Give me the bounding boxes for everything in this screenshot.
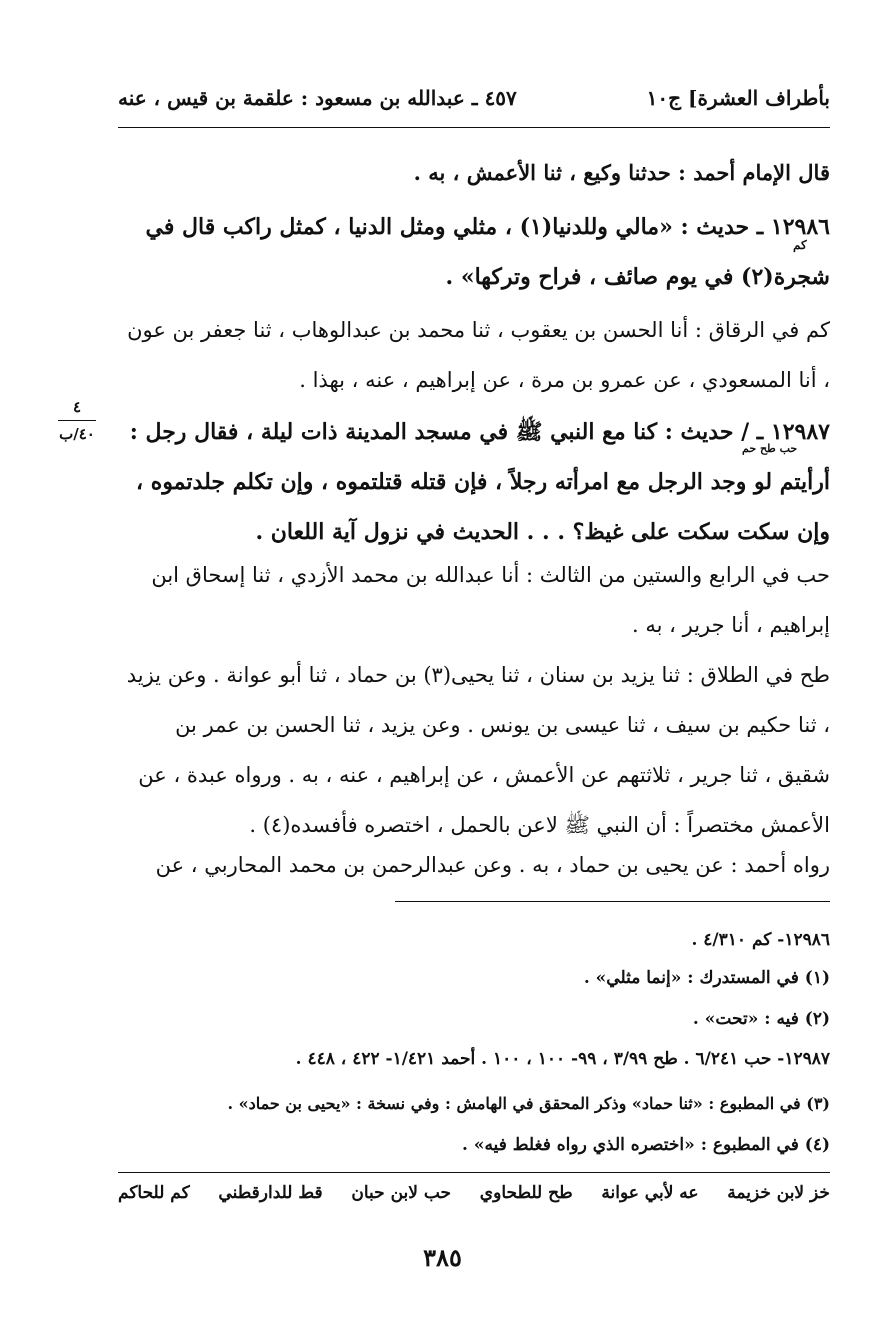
footnote-separator (395, 901, 830, 902)
running-header (118, 78, 830, 122)
legend-rule (118, 1172, 830, 1173)
paragraph-ahmad-continuation: رواه أحمد : عن يحيى بن حماد ، به . وعن عبدالرحمن بن محمد المحاربي ، عن (155, 853, 830, 877)
footnote-1: (١) في المستدرك : «إنما مثلي» . (583, 968, 830, 988)
legend-item-hab: حب لابن حبان (351, 1183, 452, 1203)
footnote-3: (٣) في المطبوع : «ثنا حماد» وذكر المحقق في الهامش : وفي نسخة : «يحيى بن حماد» . (227, 1094, 830, 1113)
source-mark-kam: كم (793, 238, 807, 252)
legend-item-qat: قط للدارقطني (218, 1183, 323, 1203)
header-book-title: بأطراف العشرة] ج١٠ (646, 86, 830, 110)
paragraph-hab-chain: حب في الرابع والستين من الثالث : أنا عبدالله بن محمد الأزدي ، ثنا إسحاق ابن إبراهيم ، أنا جرير ، به . (151, 563, 830, 637)
header-chapter-title: ٤٥٧ ـ عبدالله بن مسعود : علقمة بن قيس ، عنه (118, 86, 517, 110)
legend-item-kam: كم للحاكم (118, 1183, 190, 1203)
paragraph-kam-chain: كم في الرقاق : أنا الحسن بن يعقوب ، ثنا محمد بن عبدالوهاب ، ثنا جعفر بن عون ، أنا المسعودي ، عن عمرو بن مرة ، عن إبراهيم ، عنه ، بهذا . (127, 318, 830, 392)
legend-item-ah: عه لأبي عوانة (601, 1183, 699, 1203)
legend-item-khuz: خز لابن خزيمة (727, 1183, 830, 1203)
footnote-12987-ref: ١٢٩٨٧- حب ٦/٢٤١ . طح ٣/٩٩ ، ٩٩- ١٠٠ ، ١٠٠ . أحمد ١/٤٢١- ٤٢٢ ، ٤٤٨ . (295, 1049, 830, 1069)
page-number: ٣٨٥ (423, 1243, 462, 1272)
paragraph-ahmad-chain: قال الإمام أحمد : حدثنا وكيع ، ثنا الأعمش ، به . (413, 160, 830, 185)
abbreviation-legend (118, 1183, 830, 1223)
header-rule (118, 127, 830, 128)
margin-note-folio: ٤ (72, 398, 82, 416)
footnote-2: (٢) فيه : «تحت» . (692, 1009, 830, 1029)
footnote-12986-ref: ١٢٩٨٦- كم ٤/٣١٠ . (691, 930, 830, 950)
hadith-12986: ١٢٩٨٦ ـ حديث : «مالي وللدنيا(١) ، مثلي ومثل الدنيا ، كمثل راكب قال في شجرة(٢) في يوم صائف ، فراح وتركها» . (145, 214, 830, 290)
footnote-4: (٤) في المطبوع : «اختصره الذي رواه فغلط فيه» . (461, 1135, 830, 1155)
paragraph-tah-chain: طح في الطلاق : ثنا يزيد بن سنان ، ثنا يحيى(٣) بن حماد ، ثنا أبو عوانة . وعن يزيد ، ثنا حكيم بن سيف ، ثنا عيسى بن يونس . وعن يزيد ، ثنا الحسن بن عمر بن شقيق ، ثنا جرير ، ثلاثتهم عن الأعمش ، عن إبراهيم ، عنه ، به . ورواه عبدة ، عن الأعمش مختصراً : أن النبي ﷺ لاعن بالحمل ، اختصره فأفسده(٤) . (126, 663, 830, 837)
margin-note-line (58, 420, 96, 421)
legend-item-tah: طح للطحاوي (479, 1183, 573, 1203)
hadith-12987: ١٢٩٨٧ ـ / حديث : كنا مع النبي ﷺ في مسجد المدينة ذات ليلة ، فقال رجل : أرأيتم لو وجد الرجل مع امرأته رجلاً ، فإن قتله قتلتموه ، وإن تكلم جلدتموه ، وإن سكت سكت على غيظ؟ . . . الحديث في نزول آية اللعان . (129, 419, 830, 545)
source-marks-hab-tah-kam: حب طح حم (742, 442, 798, 455)
margin-note-leaf: ٤٠/ب (59, 425, 95, 443)
margin-note (52, 398, 102, 443)
